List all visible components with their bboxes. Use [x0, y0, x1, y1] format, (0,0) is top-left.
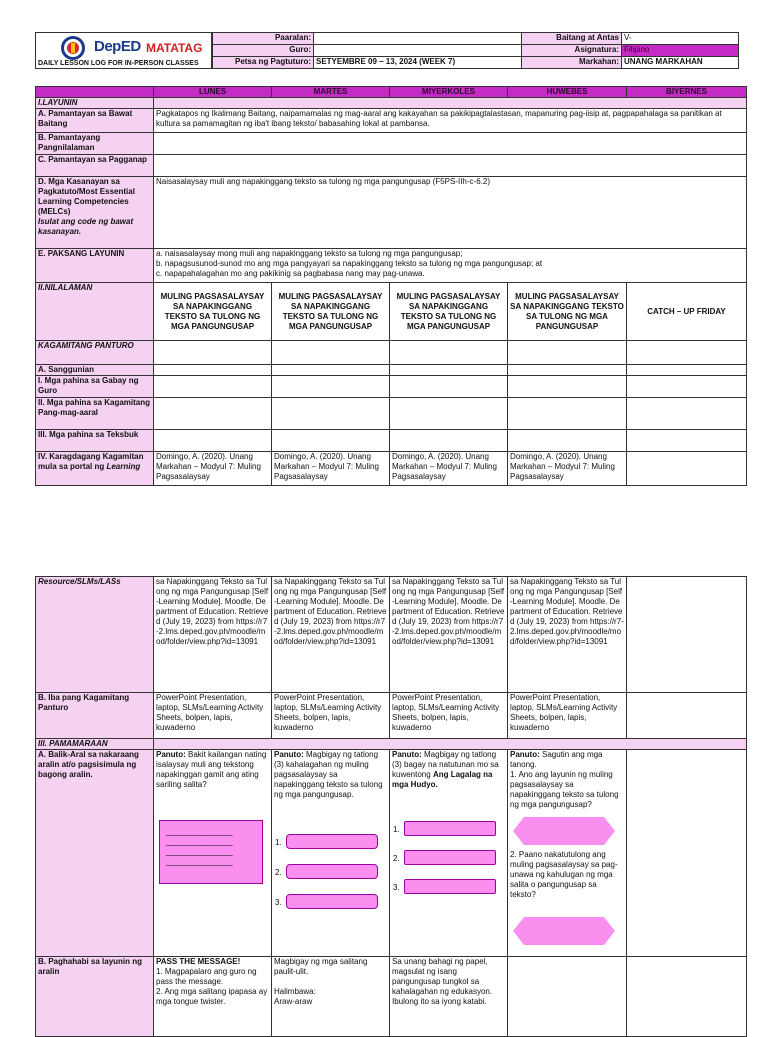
balik-miyerkoles — [390, 750, 508, 957]
paghahabi-lunes — [154, 957, 272, 1037]
row-label-karagdagan — [36, 452, 154, 486]
section-pamamaraan: III. PAMAMARAAN — [36, 739, 154, 750]
topic-lunes: MULING PAGSASALAYSAY SA NAPAKINGGANG TEKSTO SA TULONG NG MGA PANGUNGUSAP — [154, 283, 272, 341]
resource-lunes: sa Napakinggang Teksto sa Tulong ng mga Pangungusap [Self-Learning Module]. Moodle. Department of Education. Retrieved (July 19, 2023) from https://r7-2.lms.deped.gov.ph/moodle/mod/folder/view.php?id=13091 — [154, 577, 272, 693]
karagdagan-italic: Learning — [106, 462, 141, 471]
panuto-label: Panuto: — [510, 750, 540, 759]
markahan-value: UNANG MARKAHAN — [622, 57, 739, 69]
pass-message-title: PASS THE MESSAGE! — [156, 957, 241, 966]
answer-box-1[interactable] — [404, 821, 496, 836]
balik-huwebes-prompt: Sagutin ang mga tanong. — [510, 750, 603, 769]
row-label-teksbuk: III. Mga pahina sa Teksbuk — [36, 430, 154, 452]
answer-box-3[interactable] — [286, 894, 378, 909]
iba-martes: PowerPoint Presentation, laptop, SLMs/Learning Activity Sheets, bolpen, lapis, kuwaderno — [272, 693, 390, 739]
day-huwebes: HUWEBES — [508, 87, 627, 98]
answer-num: 2. — [275, 868, 282, 877]
deped-logo: DepED — [94, 38, 141, 55]
answer-box-2[interactable] — [286, 864, 378, 879]
karagdagan-text: IV. Karagdagang Kagamitan mula sa portal ng — [38, 452, 144, 471]
answer-box-1[interactable] — [286, 834, 378, 849]
iba-huwebes: PowerPoint Presentation, laptop, SLMs/Learning Activity Sheets, bolpen, lapis, kuwaderno — [508, 693, 627, 739]
days-header-row — [36, 87, 747, 98]
topic-martes: MULING PAGSASALAYSAY SA NAPAKINGGANG TEKSTO SA TULONG NG MGA PANGUNGUSAP — [272, 283, 390, 341]
balik-martes-text — [274, 750, 387, 800]
answer-num: 1. — [275, 838, 282, 847]
row-label-pangnilalaman: B. Pamantayang Pangnilalaman — [36, 133, 154, 155]
petsa-value: SETYEMBRE 09 – 13, 2024 (WEEK 7) — [314, 57, 522, 69]
huwebes-question-2: 2. Paano nakatutulong ang muling pagsasalaysay sa pag-unawa ng kahulugan ng mga salita o pangungusap sa teksto? — [510, 850, 618, 899]
row-label-pangmag: II. Mga pahina sa Kagamitang Pang-mag-aaral — [36, 398, 154, 430]
row-label-resource: Resource/SLMs/LASs — [36, 577, 154, 693]
layunin-fill — [154, 98, 747, 109]
story-title: Ang Lagalag na mga Hudyo. — [392, 770, 493, 789]
row-label-melc — [36, 177, 154, 249]
huwebes-question-1: 1. Ano ang layunin ng muling pagsasalaysay sa napakinggang teksto sa tulong ng mga pangungusap? — [510, 770, 619, 809]
paghahabi-miyerkoles: Sa unang bahagi ng papel, magsulat ng isang pangungusap tungkol sa kahalagahan ng edukasyon. Ibulong ito sa iyong katabi. — [390, 957, 508, 1037]
balik-miyerkoles-prompt: Magbigay ng tatlong (3) bagay na natutunan mo sa kuwentong — [392, 750, 499, 779]
day-lunes: LUNES — [154, 87, 272, 98]
header-caption: DAILY LESSON LOG FOR IN-PERSON CLASSES — [38, 60, 199, 67]
melc-note: Isulat ang code ng bawat kasanayan. — [38, 217, 134, 236]
panuto-label: Panuto: — [156, 750, 186, 759]
pamamaraan-fill — [154, 739, 747, 750]
answer-line: _______________ — [166, 827, 233, 836]
header-info-table — [212, 32, 739, 69]
pangnilalaman-value — [154, 133, 747, 155]
answer-line: _______________ — [166, 847, 233, 856]
logo-cell — [35, 32, 212, 69]
row-label-paghahabi: B. Paghahabi sa layunin ng aralin — [36, 957, 154, 1037]
corner-cell — [36, 87, 154, 98]
lesson-table-top — [35, 86, 747, 486]
layunin-a: a. naisasalaysay mong muli ang napakinggang teksto sa tulong ng mga pangungusap; — [156, 249, 463, 258]
melc-value: Naisasalaysay muli ang napakinggang teksto sa tulong ng mga pangungusap (F5PS-IIh-c-6.2) — [154, 177, 747, 249]
topic-huwebes: MULING PAGSASALAYSAY SA NAPAKINGGANG TEKSTO SA TULONG NG MGA PANGUNGUSAP — [508, 283, 627, 341]
paaralan-label: Paaralan: — [213, 33, 314, 45]
baitang-label: Baitang at Antas — [522, 33, 622, 45]
answer-box-2[interactable] — [404, 850, 496, 865]
row-label-pamantayan-baitang: A. Pamantayan sa Bawat Baitang — [36, 109, 154, 133]
ref-martes: Domingo, A. (2020). Unang Markahan – Modyul 7: Muling Pagsasalaysay — [272, 452, 390, 486]
paaralan-value — [314, 33, 522, 45]
pass-message-steps: 1. Magpapalaro ang guro ng pass the message. 2. Ang mga salitang ipapasa ay mga tongue twister. — [156, 967, 268, 1006]
answer-box-3[interactable] — [404, 879, 496, 894]
resource-huwebes: sa Napakinggang Teksto sa Tulong ng mga Pangungusap [Self-Learning Module]. Moodle. Department of Education. Retrieved (July 19, 2023) from https://r7-2.lms.deped.gov.ph/moodle/mod/folder/view.php?id=13091 — [508, 577, 627, 693]
balik-lunes-prompt: Bakit kailangan nating isalaysay muli ang tekstong napakinggan gamit ang ating sariling salita? — [156, 750, 267, 789]
row-label-paksang-layunin: E. PAKSANG LAYUNIN — [36, 249, 154, 283]
header — [35, 32, 738, 70]
lesson-table-bottom — [35, 576, 747, 1037]
pamantayan-baitang-value: Pagkatapos ng Ikalimang Baitang, naipamamalas ng mag-aaral ang kakayahan sa pakikipagtalastasan, mapanuring pag-iisip at, pagpapahalaga sa panitikan at kultura sa pamamagitan ng iba't ibang teksto/ babasahing lokal at pambansa. — [154, 109, 747, 133]
matatag-logo: MATATAG — [146, 41, 203, 55]
pagganap-value — [154, 155, 747, 177]
section-layunin: I.LAYUNIN — [36, 98, 154, 109]
ref-lunes: Domingo, A. (2020). Unang Markahan – Modyul 7: Muling Pagsasalaysay — [154, 452, 272, 486]
balik-miyerkoles-text — [392, 750, 505, 790]
answer-shape-2[interactable] — [512, 916, 616, 946]
day-martes: MARTES — [272, 87, 390, 98]
row-label-pagganap: C. Pamantayan sa Pagganap — [36, 155, 154, 177]
catchup-friday: CATCH – UP FRIDAY — [627, 283, 747, 341]
paksang-layunin-value — [154, 249, 747, 283]
balik-huwebes — [508, 750, 627, 957]
row-label-balik-aral: A. Balik-Aral sa nakaraang aralin at/o pagsisimula ng bagong aralin. — [36, 750, 154, 957]
resource-miyerkoles: sa Napakinggang Teksto sa Tulong ng mga Pangungusap [Self-Learning Module]. Moodle. Department of Education. Retrieved (July 19, 2023) from https://r7-2.lms.deped.gov.ph/moodle/mod/folder/view.php?id=13091 — [390, 577, 508, 693]
asignatura-value: Filipino — [622, 45, 739, 57]
ref-huwebes: Domingo, A. (2020). Unang Markahan – Modyul 7: Muling Pagsasalaysay — [508, 452, 627, 486]
row-label-sanggunian: A. Sanggunian — [36, 365, 154, 376]
answer-num: 1. — [393, 825, 400, 834]
row-label-iba-pang-kagamitan: B. Iba pang Kagamitang Panturo — [36, 693, 154, 739]
layunin-c: c. napapahalagahan mo ang pakikinig sa pagbabasa nang may pag-unawa. — [156, 269, 425, 278]
balik-lunes-text — [156, 750, 269, 790]
answer-line: _______________ — [166, 857, 233, 866]
panuto-label: Panuto: — [392, 750, 422, 759]
resource-martes: sa Napakinggang Teksto sa Tulong ng mga Pangungusap [Self-Learning Module]. Moodle. Department of Education. Retrieved (July 19, 2023) from https://r7-2.lms.deped.gov.ph/moodle/mod/folder/view.php?id=13091 — [272, 577, 390, 693]
section-kagamitan: KAGAMITANG PANTURO — [36, 341, 154, 365]
baitang-value: V- — [622, 33, 739, 45]
panuto-label: Panuto: — [274, 750, 304, 759]
petsa-label: Petsa ng Pagtuturo: — [213, 57, 314, 69]
ref-miyerkoles: Domingo, A. (2020). Unang Markahan – Modyul 7: Muling Pagsasalaysay — [390, 452, 508, 486]
layunin-b: b. napagsusunod-sunod mo ang mga pangyayari sa napakinggang teksto sa tulong ng mga pangungusap; at — [156, 259, 543, 268]
answer-num: 2. — [393, 854, 400, 863]
asignatura-label: Asignatura: — [522, 45, 622, 57]
answer-num: 3. — [393, 883, 400, 892]
answer-shape-1[interactable] — [512, 816, 616, 846]
melc-label: D. Mga Kasanayan sa Pagkatuto/Most Essential Learning Competencies (MELCs) — [38, 177, 135, 216]
guro-label: Guro: — [213, 45, 314, 57]
row-label-gabay: I. Mga pahina sa Gabay ng Guro — [36, 376, 154, 398]
day-biyernes: BIYERNES — [627, 87, 747, 98]
balik-huwebes-text — [510, 750, 624, 770]
answer-lines-box — [159, 820, 263, 884]
answer-line: _______________ — [166, 837, 233, 846]
balik-martes — [272, 750, 390, 957]
section-nilalaman: II.NILALAMAN — [36, 283, 154, 341]
balik-martes-prompt: Magbigay ng tatlong (3) kahalagahan ng muling pagsasalaysay sa napakinggang teksto sa tulong ng mga pangungusap. — [274, 750, 383, 799]
deped-seal-icon — [60, 35, 86, 61]
iba-lunes: PowerPoint Presentation, laptop, SLMs/Learning Activity Sheets, bolpen, lapis, kuwaderno — [154, 693, 272, 739]
balik-lunes — [154, 750, 272, 957]
topic-miyerkoles: MULING PAGSASALAYSAY SA NAPAKINGGANG TEKSTO SA TULONG NG MGA PANGUNGUSAP — [390, 283, 508, 341]
guro-value — [314, 45, 522, 57]
day-miyerkoles: MIYERKOLES — [390, 87, 508, 98]
iba-miyerkoles: PowerPoint Presentation, laptop, SLMs/Learning Activity Sheets, bolpen, lapis, kuwaderno — [390, 693, 508, 739]
answer-num: 3. — [275, 898, 282, 907]
markahan-label: Markahan: — [522, 57, 622, 69]
paghahabi-martes: Magbigay ng mga salitang paulit-ulit. Halimbawa: Araw-araw — [272, 957, 390, 1037]
